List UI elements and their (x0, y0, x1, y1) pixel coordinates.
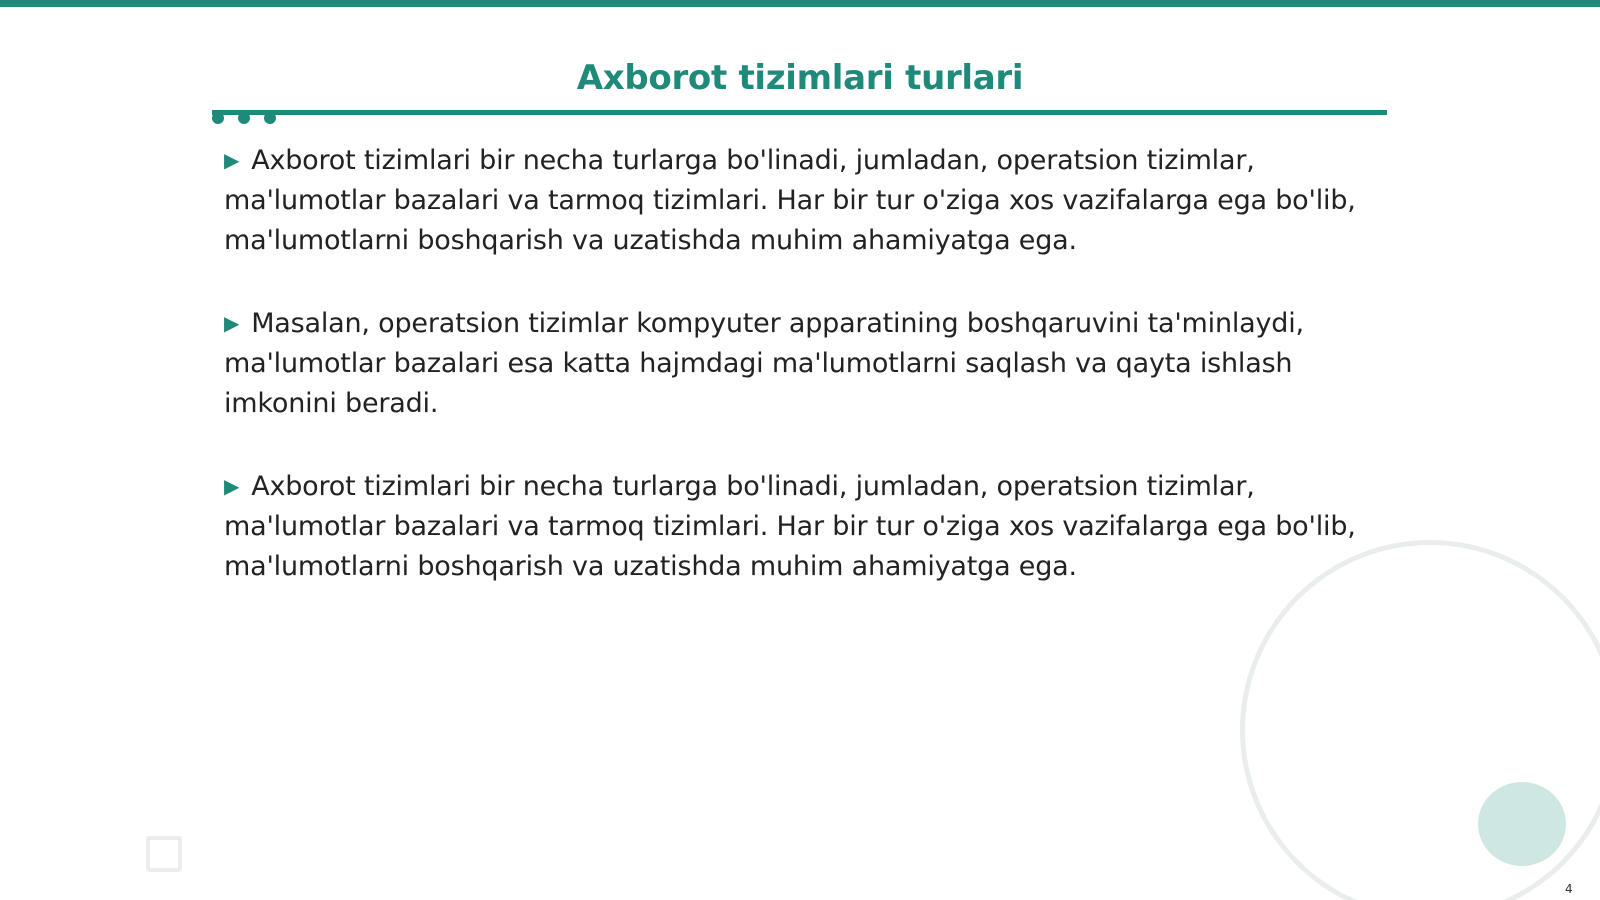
bullet-item (224, 303, 1374, 424)
slide-content (224, 140, 1374, 629)
title-underline (212, 110, 1387, 115)
bullet-text: Axborot tizimlari bir necha turlarga bo'linadi, jumladan, operatsion tizimlar, ma'lumotlar bazalari va tarmoq tizimlari. Har bir tur o'ziga xos vazifalarga ega bo'lib, ma'lumotlarni boshqarish va uzatishda muhim ahamiyatga ega. (224, 145, 1356, 256)
decorative-dot (238, 112, 250, 124)
page-number: 4 (1565, 882, 1573, 896)
bullet-arrow-icon: ▶ (224, 148, 240, 172)
bullet-item (224, 140, 1374, 261)
bullet-item (224, 466, 1374, 587)
bullet-text: Axborot tizimlari bir necha turlarga bo'linadi, jumladan, operatsion tizimlar, ma'lumotlar bazalari va tarmoq tizimlari. Har bir tur o'ziga xos vazifalarga ega bo'lib, ma'lumotlarni boshqarish va uzatishda muhim ahamiyatga ega. (224, 471, 1356, 582)
decorative-circle (1478, 782, 1566, 866)
decorative-dot (264, 112, 276, 124)
decorative-dot (212, 112, 224, 124)
top-accent-bar (0, 0, 1600, 7)
slide-title: Axborot tizimlari turlari (576, 58, 1024, 98)
decorative-square (146, 836, 182, 872)
bullet-text: Masalan, operatsion tizimlar kompyuter apparatining boshqaruvini ta'minlaydi, ma'lumotlar bazalari esa katta hajmdagi ma'lumotlarni saqlash va qayta ishlash imkonini beradi. (224, 308, 1304, 419)
bullet-arrow-icon: ▶ (224, 311, 240, 335)
bullet-arrow-icon: ▶ (224, 474, 240, 498)
